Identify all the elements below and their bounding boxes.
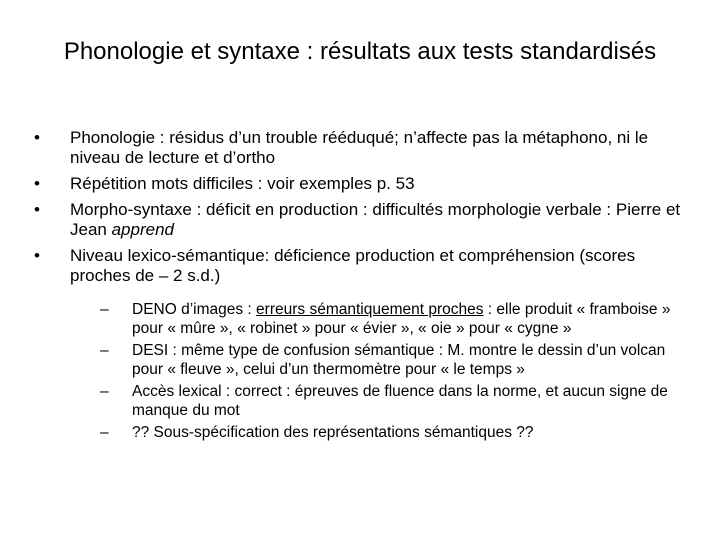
sub-list [70,300,690,442]
dash-marker: – [100,383,109,400]
sub-text: DENO d’images : [132,301,257,318]
sub-item-sous-specification [100,423,690,442]
bullet-lexico-semantique [30,246,690,442]
bullet-italic-example: apprend [111,220,174,239]
bullet-text: Niveau lexico-sémantique: déficience production et compréhension (scores proches de – 2 s.d.) [70,246,636,285]
bullet-repetition [30,174,690,194]
bullet-marker: • [34,174,40,193]
bullet-phonologie [30,128,690,168]
sub-item-acces-lexical [100,382,690,420]
sub-text-continued: : elle produit « framboise » pour « mûre », « robinet » pour « évier », « oie » pour « cygne » [132,301,671,337]
sub-item-deno [100,300,690,338]
sub-text: DESI : même type de confusion sémantique : M. montre le dessin d’un volcan pour « fleuve », celui d’un thermomètre pour « le temps » [132,342,666,378]
sub-text: Accès lexical : correct : épreuves de fluence dans la norme, et aucun signe de manque du mot [132,383,668,419]
bullet-marker: • [34,200,40,219]
bullet-marker: • [34,246,40,265]
dash-marker: – [100,301,109,318]
bullet-text: Morpho-syntaxe : déficit en production : difficultés morphologie verbale : Pierre et Jean [70,200,681,239]
bullet-morphosyntaxe [30,200,690,240]
sub-underlined-text: erreurs sémantiquement proches [256,301,484,318]
sub-item-desi [100,341,690,379]
dash-marker: – [100,342,109,359]
bullet-text: Répétition mots difficiles : voir exemples p. 53 [70,174,415,193]
bullet-list [30,128,690,448]
bullet-marker: • [34,128,40,147]
sub-text: ?? Sous-spécification des représentations sémantiques ?? [132,424,534,441]
bullet-text: Phonologie : résidus d’un trouble rééduqué; n’affecte pas la métaphono, ni le niveau de lecture et d’ortho [70,128,649,167]
dash-marker: – [100,424,109,441]
slide-title: Phonologie et syntaxe : résultats aux tests standardisés [63,38,657,65]
